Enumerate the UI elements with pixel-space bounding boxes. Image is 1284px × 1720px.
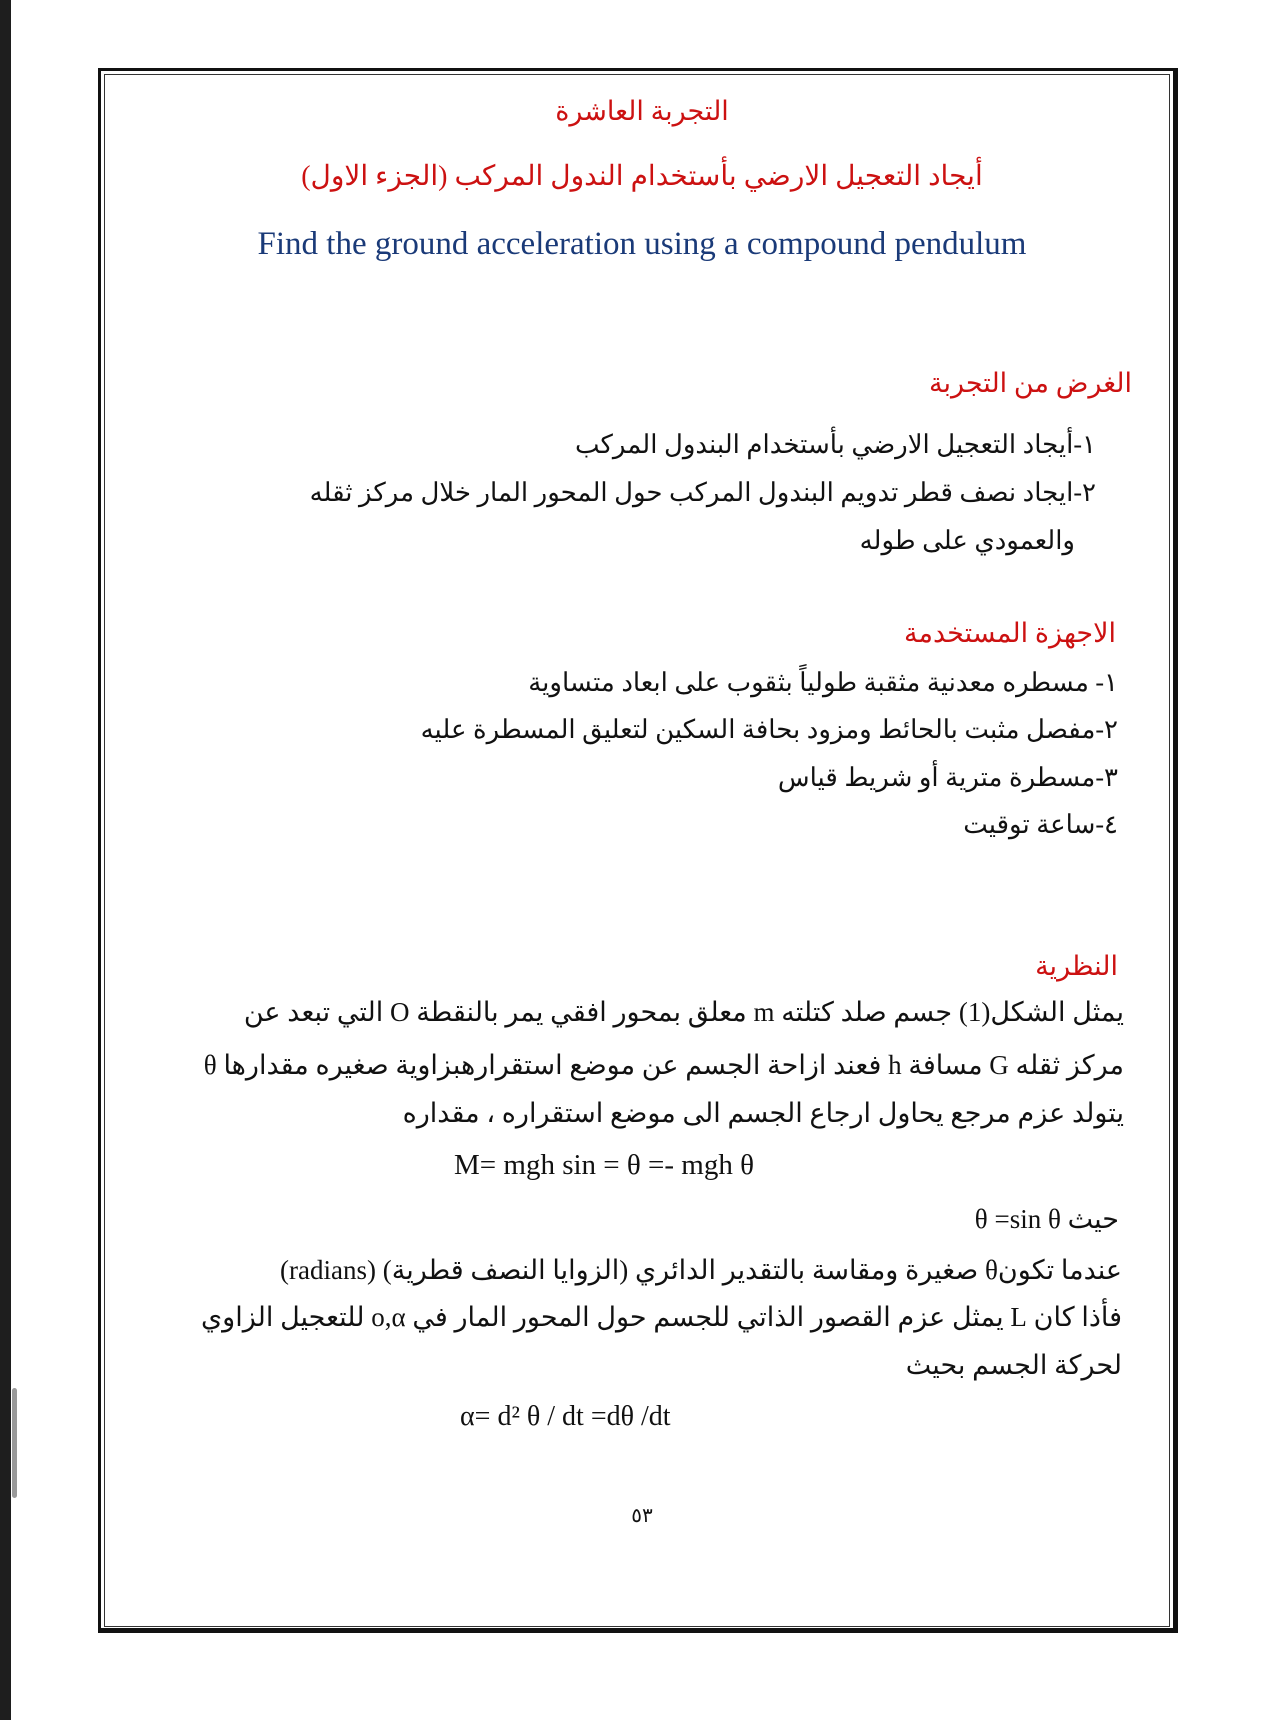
apparatus-item-1: ١- مسطره معدنية مثقبة طولياً بثقوب على ابعاد متساوية: [528, 668, 1118, 697]
page-inner-frame: [104, 74, 1170, 1627]
objective-item-2-continued: والعمودي على طوله: [859, 526, 1075, 555]
theory-line-3: يتولد عزم مرجع يحاول ارجاع الجسم الى موضع استقراره ، مقداره: [402, 1098, 1124, 1128]
experiment-title: التجربة العاشرة: [555, 96, 729, 126]
equation-torque: M= mgh sin = θ =- mgh θ: [454, 1149, 754, 1181]
objective-item-1: ١-أيجاد التعجيل الارضي بأستخدام البندول المركب: [575, 430, 1096, 459]
theory-line-4: عندما تكونθ صغيرة ومقاسة بالتقدير الدائري (الزوايا النصف قطرية) (radians): [280, 1255, 1122, 1285]
theory-heading: النظرية: [1035, 951, 1118, 981]
theory-line-1: يمثل الشكل(1) جسم صلد كتلته m معلق بمحور افقي يمر بالنقطة O التي تبعد عن: [243, 997, 1124, 1027]
theory-line-5: فأذا كان L يمثل عزم القصور الذاتي للجسم حول المحور المار في o,α للتعجيل الزاوي: [201, 1302, 1122, 1332]
theta-approximation: حيث θ =sin θ: [974, 1204, 1119, 1234]
apparatus-item-4: ٤-ساعة توقيت: [963, 810, 1118, 839]
apparatus-item-3: ٣-مسطرة مترية أو شريط قياس: [777, 763, 1118, 792]
page-number: ٥٣: [631, 1505, 653, 1527]
english-title: Find the ground acceleration using a compound pendulum: [257, 226, 1027, 262]
apparatus-heading: الاجهزة المستخدمة: [904, 618, 1116, 648]
experiment-subtitle: أيجاد التعجيل الارضي بأستخدام الندول المركب (الجزء الاول): [301, 161, 983, 192]
apparatus-item-2: ٢-مفصل مثبت بالحائط ومزود بحافة السكين لتعليق المسطرة عليه: [420, 715, 1118, 744]
scroll-handle[interactable]: [12, 1388, 17, 1498]
objective-item-2: ٢-ايجاد نصف قطر تدويم البندول المركب حول المحور المار خلال مركز ثقله: [309, 478, 1096, 507]
theory-line-2: مركز ثقله G مسافة h فعند ازاحة الجسم عن موضع استقرارهبزاوية صغيره مقدارها θ: [203, 1050, 1124, 1080]
objective-heading: الغرض من التجربة: [928, 368, 1132, 398]
theory-line-6: لحركة الجسم بحيث: [905, 1350, 1122, 1380]
equation-angular-acceleration: α= d² θ / dt =dθ /dt: [460, 1401, 671, 1432]
